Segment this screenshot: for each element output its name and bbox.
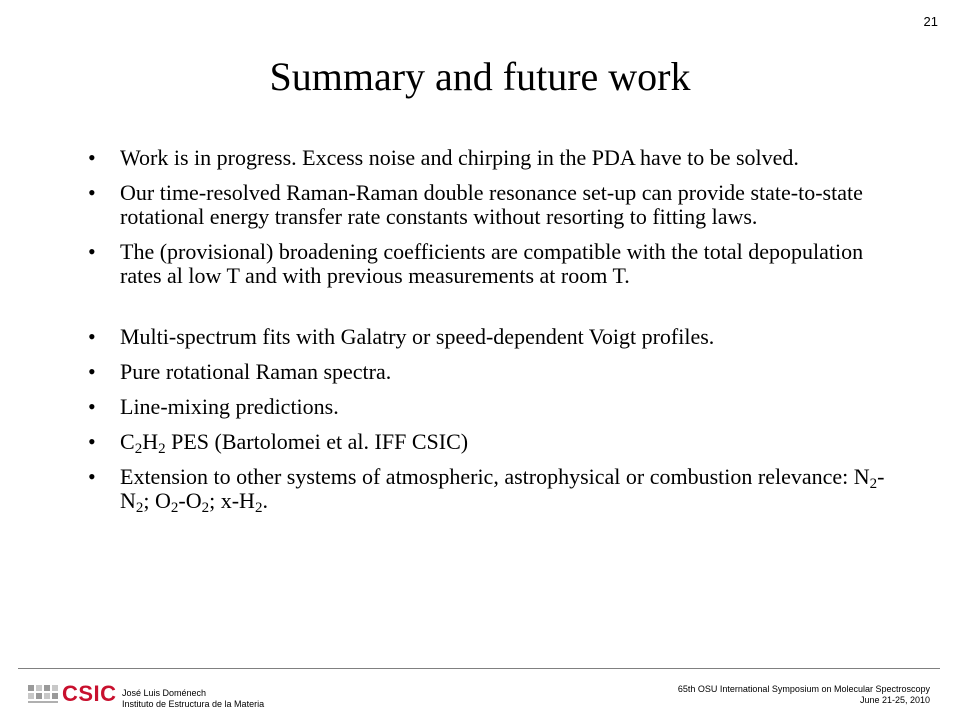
- footer-event-block: [678, 684, 930, 706]
- bullet-marker: •: [88, 324, 96, 349]
- csic-logo: [28, 680, 117, 708]
- bullet-marker: •: [88, 239, 96, 264]
- bullet-item: [88, 464, 892, 516]
- footer-author: José Luis Doménech: [122, 688, 207, 698]
- slide-title: Summary and future work: [269, 54, 691, 99]
- footer-institute: Instituto de Estructura de la Materia: [122, 699, 265, 709]
- footer-date: June 21-25, 2010: [859, 695, 930, 705]
- bullet-marker: •: [88, 464, 96, 489]
- subscript: 2: [201, 500, 210, 516]
- text-segment: ; x-H: [209, 488, 255, 513]
- footer-author-block: [122, 688, 264, 710]
- bullet-text: [120, 394, 339, 419]
- text-segment: Our time-resolved Raman-Raman double resonance set-up can provide state-to-state rotational energy transfer rate constants without resorting to fitting laws.: [120, 180, 863, 229]
- footer-event: 65th OSU International Symposium on Molecular Spectroscopy: [677, 684, 930, 694]
- bullet-item: [88, 146, 892, 170]
- bullet-marker: •: [88, 145, 96, 170]
- bullet-text: [120, 464, 885, 516]
- bullet-marker: •: [88, 359, 96, 384]
- text-segment: The (provisional) broadening coefficients are compatible with the total depopulation rates al low T and with previous measurements at room T.: [120, 239, 864, 288]
- text-segment: PES (Bartolomei et al. IFF CSIC): [165, 429, 469, 454]
- text-segment: C: [120, 429, 135, 454]
- text-segment: -N: [120, 464, 885, 513]
- bullet-item: [88, 395, 892, 419]
- bullet-marker: •: [88, 394, 96, 419]
- text-segment: Pure rotational Raman spectra.: [120, 359, 392, 384]
- text-segment: Line-mixing predictions.: [120, 394, 339, 419]
- bullet-item: [88, 240, 892, 288]
- bullet-item: [88, 325, 892, 349]
- bullet-text: [120, 324, 714, 349]
- text-segment: Work is in progress. Excess noise and chirping in the PDA have to be solved.: [120, 145, 799, 170]
- bullet-list: [88, 146, 888, 524]
- bullet-text: [120, 359, 391, 384]
- text-segment: H: [142, 429, 159, 454]
- footer-divider: [18, 668, 940, 669]
- csic-logo-text: CSIC: [62, 681, 117, 706]
- text-segment: ; O: [143, 488, 171, 513]
- subscript: 2: [158, 441, 166, 457]
- page-number: 21: [923, 14, 938, 29]
- text-segment: .: [262, 488, 268, 513]
- text-segment: -O: [178, 488, 202, 513]
- bullet-text: [120, 239, 863, 288]
- text-segment: Multi-spectrum fits with Galatry or speed-dependent Voigt profiles.: [120, 324, 715, 349]
- subscript: 2: [134, 441, 143, 457]
- bullet-text: [120, 145, 799, 170]
- text-segment: Extension to other systems of atmospheric, astrophysical or combustion relevance: N: [120, 464, 870, 489]
- subscript: 2: [135, 500, 144, 516]
- bullet-text: [120, 429, 469, 457]
- subscript: 2: [254, 500, 263, 516]
- subscript: 2: [170, 500, 179, 516]
- subscript: 2: [869, 476, 878, 492]
- bullet-text: [120, 180, 863, 229]
- bullet-item: [88, 360, 892, 384]
- bullet-item: [88, 181, 892, 229]
- bullet-marker: •: [88, 180, 96, 205]
- csic-emblem-icon: [28, 683, 58, 705]
- bullet-item: [88, 429, 892, 457]
- bullet-marker: •: [88, 429, 96, 454]
